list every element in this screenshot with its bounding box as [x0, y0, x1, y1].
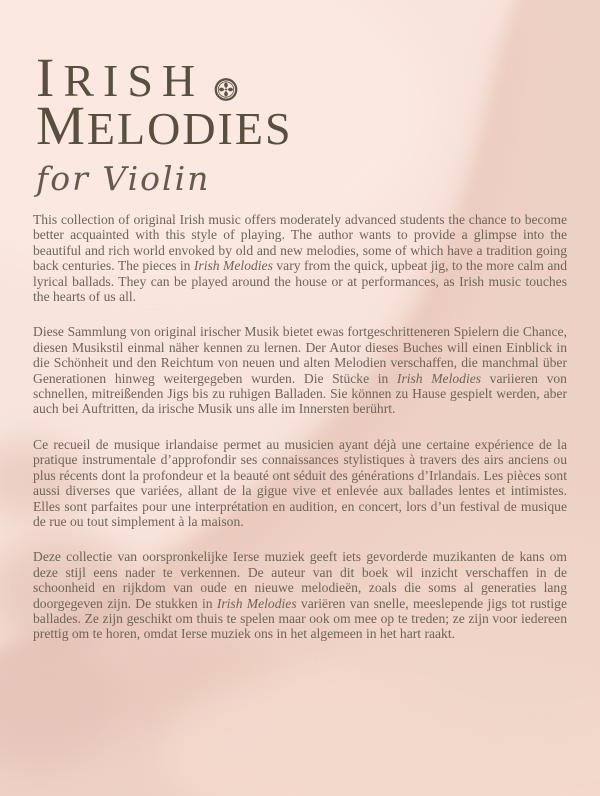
celtic-knot-icon [214, 77, 239, 102]
paragraph-dutch: Deze collectie van oorspronkelijke Ierse muziek geeft iets gevorderde muzikanten de kans om deze stijl eens nader te verkennen. De auteur van dit boek wil inzicht verschaffen in de schoonheid en rijkdom van oude en nieuwe melodieën, zoals die soms al generaties lang doorgegeven zijn. De stukken in Irish Melodies variëren van snelle, meeslepende jigs tot rustige ballades. Ze zijn geschikt om thuis te spelen maar ook om mee op te treden; ze zijn voor iedereen prettig om te horen, omdat Ierse muziek ons in het algemeen in het hart raakt. [33, 549, 567, 642]
title-rest-melod: ELOD [86, 103, 218, 154]
paragraph-english: This collection of original Irish music offers moderately advanced students the chance to become better acquainted with this style of playing. The author wants to provide a glimpse into the beautiful and rich world envoked by old and new melodies, some of which have a tradition going back centuries. The pieces in Irish Melodies vary from the quick, upbeat jig, to the more calm and lyrical ballads. They can be played around the house or at performances, as Irish music touches the hearts of us all. [33, 212, 567, 305]
paragraph-french: Ce recueil de musique irlandaise permet au musicien ayant déjà une certaine expérience de la pratique instrumentale d’approfondir ses connaissances stylistiques à travers des airs anciens ou plus récents dont la profondeur et la beauté ont séduit des générations d’Irlandais. Les pièces sont aussi diverses que variées, allant de la gigue vive et enlevée aux ballades lentes et intimistes. Elles sont parfaites pour une interprétation en audition, en concert, lors d’un festival de musique de rue ou tout simplement à la maison. [33, 436, 567, 529]
dotted-letter-wrap [218, 105, 235, 153]
paragraph-german: Diese Sammlung von original irischer Musik bietet ewas fortgeschritteneren Spielern die Chance, diesen Musikstil einmal näher kennen zu lernen. Der Autor dieses Buches will einen Einblick in die Schönheit und den Reichtum von neuen und alten Melodien verschaffen, die manchmal über Generationen hinweg weitergegeben wurden. Die Stücke in Irish Melodies variieren von schnellen, mitreißenden Jigs bis zu ruhigen Balladen. Sie können zu Hause gespielt werden, aber auch bei Auftritten, da irische Musik uns alle im Innersten berührt. [33, 324, 567, 417]
title-block [36, 47, 293, 198]
title-line-melodies [36, 95, 293, 156]
subtitle-for-violin: for Violin [36, 159, 211, 198]
title-letter-i: I [217, 103, 235, 154]
title-rest-irish: RISH [63, 55, 205, 106]
description-paragraphs [33, 212, 567, 662]
title-initial-i: I [36, 47, 64, 108]
title-rest-es: ES [234, 103, 293, 154]
title-initial-m: M [36, 95, 87, 156]
